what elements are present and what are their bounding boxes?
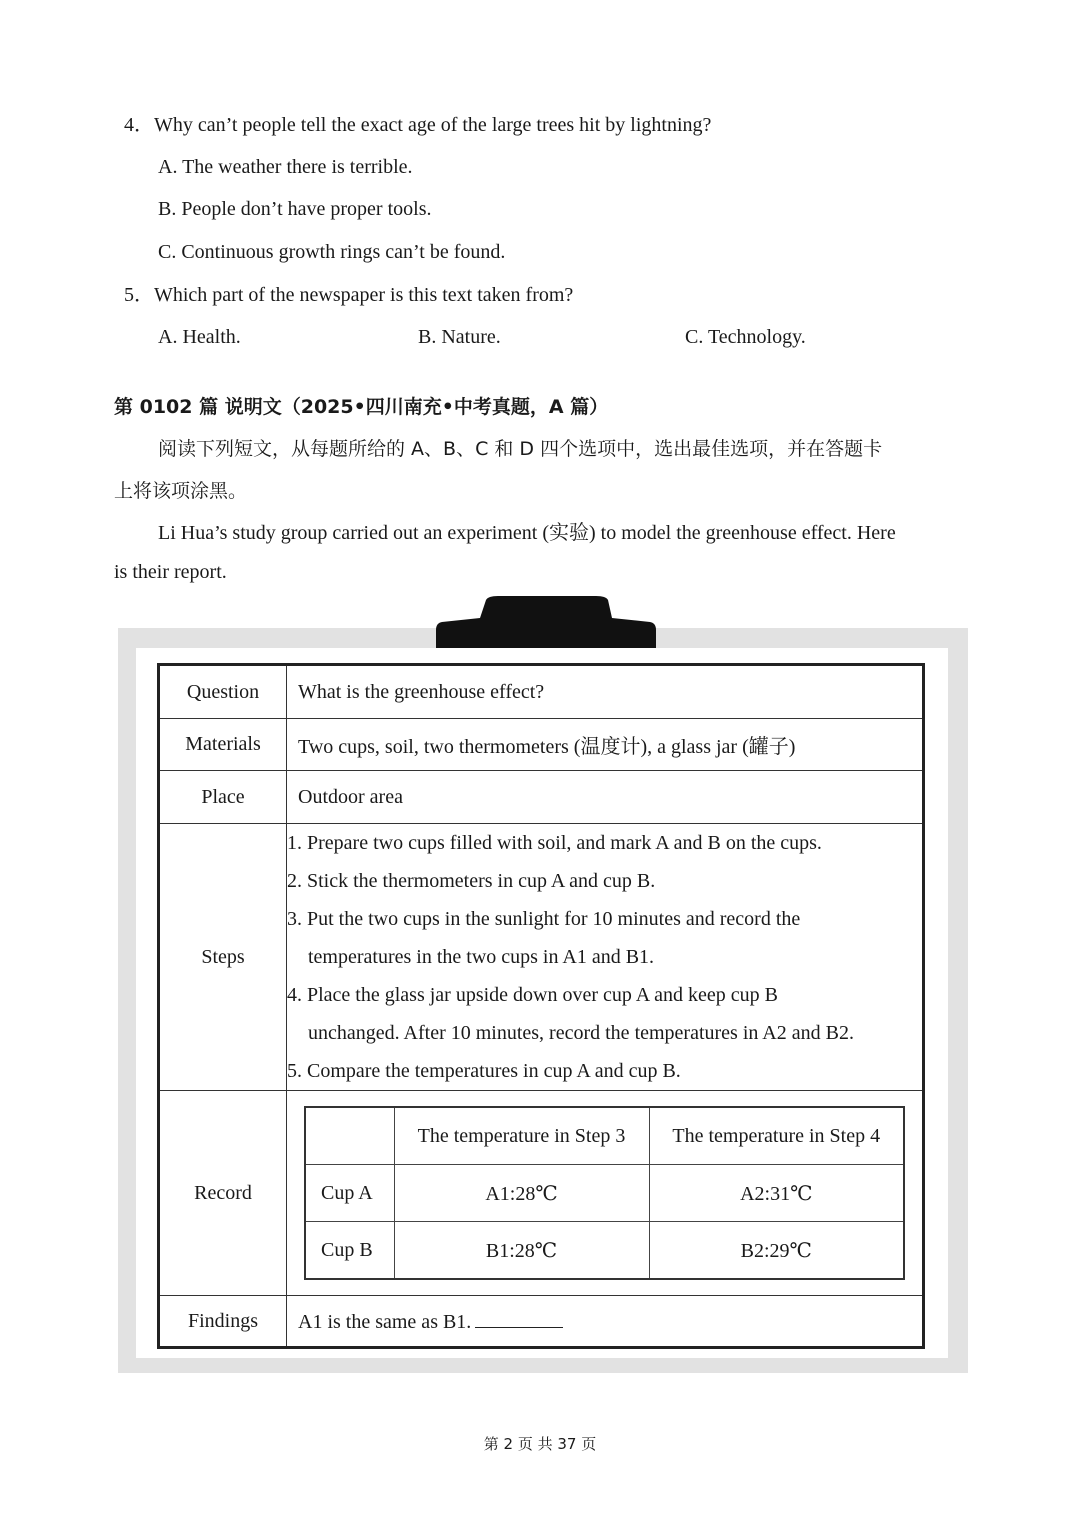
question-value: What is the greenhouse effect? <box>287 665 924 719</box>
findings-value: A1 is the same as B1. <box>298 1310 472 1333</box>
findings-label: Findings <box>159 1296 287 1348</box>
record-a1: A1:28℃ <box>394 1165 649 1222</box>
instruction-line-2: 上将该项涂黑。 <box>114 480 248 502</box>
record-header-step3: The temperature in Step 3 <box>394 1107 649 1165</box>
materials-value: Two cups, soil, two thermometers (温度计), a glass jar (罐子) <box>287 719 924 771</box>
record-b2: B2:29℃ <box>649 1222 904 1280</box>
question-4-option-b[interactable]: B. People don’t have proper tools. <box>158 198 432 220</box>
place-label: Place <box>159 771 287 824</box>
question-label: Question <box>159 665 287 719</box>
record-cup-a-label: Cup A <box>305 1165 394 1222</box>
record-label: Record <box>159 1091 287 1296</box>
record-a2: A2:31℃ <box>649 1165 904 1222</box>
step-3-continued: temperatures in the two cups in A1 and B1. <box>308 946 655 968</box>
step-4-continued: unchanged. After 10 minutes, record the temperatures in A2 and B2. <box>308 1022 854 1044</box>
record-table <box>304 1106 905 1280</box>
question-4-stem: 4．Why can’t people tell the exact age of the large trees hit by lightning? <box>124 114 712 136</box>
steps-label: Steps <box>159 824 287 1091</box>
intro-line-2: is their report. <box>114 561 227 583</box>
question-4-option-a[interactable]: A. The weather there is terrible. <box>158 156 413 178</box>
findings-answer-blank[interactable] <box>475 1309 563 1328</box>
record-cup-b-label: Cup B <box>305 1222 394 1280</box>
report-table <box>157 663 925 1349</box>
materials-label: Materials <box>159 719 287 771</box>
steps-list <box>287 824 924 1091</box>
record-cell <box>287 1091 924 1296</box>
step-3: 3. Put the two cups in the sunlight for 10 minutes and record the <box>287 908 801 930</box>
step-4: 4. Place the glass jar upside down over cup A and keep cup B <box>287 984 778 1006</box>
record-header-step4: The temperature in Step 4 <box>649 1107 904 1165</box>
question-5-option-a[interactable]: A. Health. <box>158 326 241 348</box>
page-footer: 第 2 页 共 37 页 <box>483 1435 597 1453</box>
record-b1: B1:28℃ <box>394 1222 649 1280</box>
step-5: 5. Compare the temperatures in cup A and cup B. <box>287 1060 681 1082</box>
question-5-option-b[interactable]: B. Nature. <box>418 326 501 348</box>
findings-cell <box>287 1296 924 1348</box>
intro-line-1: Li Hua’s study group carried out an experiment (实验) to model the greenhouse effect. Here <box>158 522 896 544</box>
question-4-option-c[interactable]: C. Continuous growth rings can’t be found. <box>158 241 506 263</box>
step-1: 1. Prepare two cups filled with soil, and mark A and B on the cups. <box>287 832 822 854</box>
question-5-option-c[interactable]: C. Technology. <box>685 326 806 348</box>
clipboard-clip <box>436 596 656 648</box>
record-corner-cell <box>305 1107 394 1165</box>
section-heading: 第 0102 篇 说明文（2025•四川南充•中考真题，A 篇） <box>114 396 609 418</box>
question-5-stem: 5．Which part of the newspaper is this text taken from? <box>124 284 574 306</box>
step-2: 2. Stick the thermometers in cup A and cup B. <box>287 870 656 892</box>
place-value: Outdoor area <box>287 771 924 824</box>
instruction-line-1: 阅读下列短文，从每题所给的 A、B、C 和 D 四个选项中，选出最佳选项，并在答题卡 <box>158 438 883 460</box>
